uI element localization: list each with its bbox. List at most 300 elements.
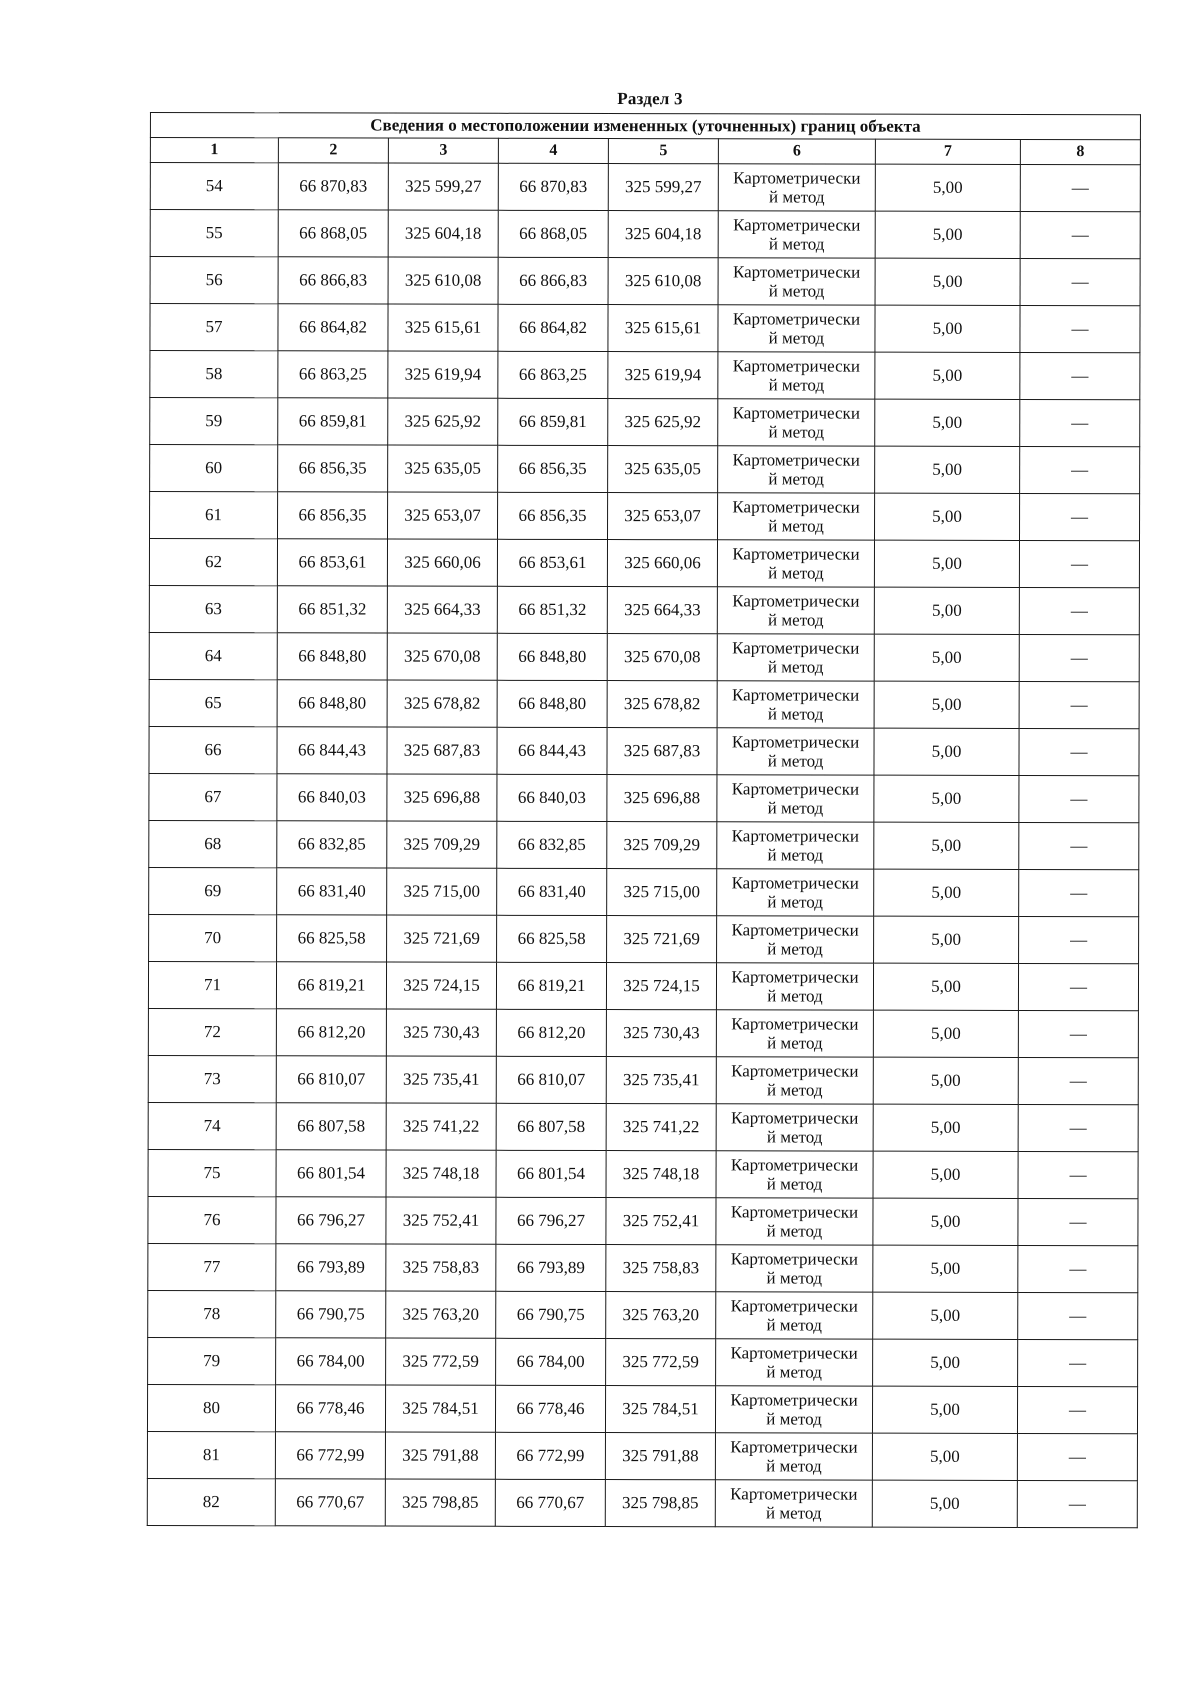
refined-x-cell: 66 796,27 [496,1197,606,1244]
point-number-cell: 82 [147,1478,275,1525]
accuracy-cell: 5,00 [874,822,1019,869]
method-text-line-2: й метод [766,1268,823,1288]
method-cell [717,634,874,681]
table-row [150,492,1140,541]
method-text-line-2: й метод [766,1362,822,1382]
method-text-line-1: Картометрически [732,356,861,376]
method-cell [717,775,874,822]
method-text-line-1: Картометрически [731,779,860,799]
refined-x-cell: 66 778,46 [495,1385,605,1432]
point-number-cell: 59 [150,398,278,445]
table-row [148,1008,1138,1057]
existing-y-cell: 325 730,43 [386,1009,496,1056]
existing-y-cell: 325 653,07 [388,492,498,539]
accuracy-cell: 5,00 [874,775,1019,822]
column-number-row [150,138,1140,165]
existing-x-cell: 66 840,03 [277,774,387,821]
description-cell: — [1020,164,1140,211]
refined-y-cell: 325 625,92 [608,399,718,446]
refined-y-cell: 325 721,69 [607,916,717,963]
method-text-line-2: й метод [767,892,823,912]
description-cell: — [1017,1480,1137,1527]
refined-y-cell: 325 678,82 [607,681,717,728]
method-text-line-2: й метод [766,1456,822,1476]
refined-x-cell: 66 848,80 [497,680,607,727]
accuracy-cell: 5,00 [874,540,1019,587]
table-row [149,679,1139,728]
method-text-line-2: й метод [768,328,825,348]
accuracy-cell: 5,00 [874,916,1019,963]
table-row [150,445,1140,494]
table-row [149,820,1139,869]
method-text-line-2: й метод [766,1127,823,1147]
method-text-line-1: Картометрически [730,1484,858,1504]
method-text-line-1: Картометрически [730,1249,859,1269]
method-cell [716,1198,873,1245]
description-cell: — [1019,775,1139,822]
method-text-line-1: Картометрически [732,638,860,658]
existing-y-cell: 325 791,88 [385,1432,495,1479]
accuracy-cell: 5,00 [872,1433,1017,1480]
method-cell [716,1292,873,1339]
table-row [148,1196,1138,1245]
point-number-cell: 57 [150,304,278,351]
refined-x-cell: 66 840,03 [497,774,607,821]
refined-x-cell: 66 832,85 [497,821,607,868]
description-cell: — [1018,1104,1138,1151]
method-text-line-2: й метод [768,375,825,395]
accuracy-cell: 5,00 [874,869,1019,916]
refined-y-cell: 325 599,27 [608,164,718,211]
accuracy-cell: 5,00 [875,305,1020,352]
method-text-line-1: Картометрически [732,591,860,611]
refined-y-cell: 325 635,05 [608,446,718,493]
table-row [149,539,1139,588]
accuracy-cell: 5,00 [873,963,1018,1010]
existing-x-cell: 66 856,35 [278,445,388,492]
method-text-line-1: Картометрически [732,450,860,470]
refined-y-cell: 325 709,29 [607,822,717,869]
method-cell [717,681,874,728]
point-number-cell: 55 [150,210,278,257]
refined-x-cell: 66 844,43 [497,727,607,774]
existing-x-cell: 66 801,54 [276,1150,386,1197]
table-row [149,632,1139,681]
description-cell: — [1019,634,1139,681]
method-text-line-2: й метод [766,1221,823,1241]
point-number-cell: 78 [148,1290,276,1337]
refined-x-cell: 66 859,81 [498,398,608,445]
table-caption: Сведения о местоположении измененных (уточненных) границ объекта [150,113,1140,140]
description-cell: — [1020,446,1140,493]
table-row [149,585,1139,634]
method-cell [716,1339,873,1386]
refined-x-cell: 66 856,35 [498,445,608,492]
accuracy-cell: 5,00 [872,1480,1017,1527]
column-number: 6 [718,139,875,164]
table-row [149,773,1139,822]
existing-y-cell: 325 758,83 [386,1244,496,1291]
method-text-line-1: Картометрически [731,1108,859,1128]
method-cell [715,1480,872,1527]
method-cell [716,1245,873,1292]
table-row [147,1431,1137,1480]
description-cell: — [1018,1339,1138,1386]
existing-x-cell: 66 825,58 [277,915,387,962]
section-title: Раздел 3 [617,89,683,109]
table-row [150,257,1140,306]
refined-x-cell: 66 801,54 [496,1150,606,1197]
table-row [148,1149,1138,1198]
existing-y-cell: 325 696,88 [387,774,497,821]
method-cell [717,728,874,775]
refined-x-cell: 66 807,58 [496,1103,606,1150]
refined-x-cell: 66 856,35 [498,492,608,539]
table-row [150,163,1140,212]
refined-x-cell: 66 810,07 [496,1056,606,1103]
method-text-line-1: Картометрически [730,1343,858,1363]
existing-y-cell: 325 678,82 [387,680,497,727]
refined-y-cell: 325 735,41 [606,1057,716,1104]
refined-y-cell: 325 791,88 [605,1433,715,1480]
accuracy-cell: 5,00 [874,634,1019,681]
description-cell: — [1018,1151,1138,1198]
refined-y-cell: 325 610,08 [608,258,718,305]
method-text-line-1: Картометрически [731,873,859,893]
existing-x-cell: 66 796,27 [276,1197,386,1244]
refined-x-cell: 66 868,05 [498,210,608,257]
table-row [148,961,1138,1010]
method-text-line-2: й метод [766,1409,822,1429]
refined-x-cell: 66 870,83 [498,163,608,210]
accuracy-cell: 5,00 [874,587,1019,634]
existing-x-cell: 66 864,82 [278,304,388,351]
accuracy-cell: 5,00 [873,1198,1018,1245]
table-row [148,1290,1138,1339]
method-text-line-2: й метод [767,986,823,1006]
existing-x-cell: 66 859,81 [278,398,388,445]
existing-x-cell: 66 770,67 [275,1479,385,1526]
refined-x-cell: 66 848,80 [497,633,607,680]
table-row [148,1102,1138,1151]
description-cell: — [1020,258,1140,305]
existing-y-cell: 325 748,18 [386,1150,496,1197]
refined-x-cell: 66 772,99 [495,1432,605,1479]
point-number-cell: 54 [150,163,278,210]
point-number-cell: 61 [150,492,278,539]
point-number-cell: 65 [149,679,277,726]
description-cell: — [1020,352,1140,399]
existing-x-cell: 66 844,43 [277,727,387,774]
refined-y-cell: 325 798,85 [605,1480,715,1527]
method-text-line-1: Картометрически [732,262,861,282]
existing-y-cell: 325 635,05 [388,445,498,492]
method-text-line-2: й метод [767,798,824,818]
point-number-cell: 64 [149,632,277,679]
table-row [150,304,1140,353]
method-cell [716,1104,873,1151]
method-text-line-1: Картометрически [732,403,860,423]
column-number: 5 [608,139,718,164]
refined-y-cell: 325 752,41 [606,1198,716,1245]
point-number-cell: 63 [149,585,277,632]
method-cell [716,1057,873,1104]
description-cell: — [1019,869,1139,916]
description-cell: — [1017,1433,1137,1480]
existing-y-cell: 325 709,29 [387,821,497,868]
method-text-line-2: й метод [766,1315,822,1335]
accuracy-cell: 5,00 [875,164,1020,211]
description-cell: — [1019,540,1139,587]
point-number-cell: 68 [149,820,277,867]
table-row [149,867,1139,916]
refined-y-cell: 325 730,43 [606,1010,716,1057]
existing-y-cell: 325 735,41 [386,1056,496,1103]
method-text-line-1: Картометрически [731,685,860,705]
method-text-line-2: й метод [767,751,824,771]
accuracy-cell: 5,00 [875,352,1020,399]
refined-x-cell: 66 851,32 [497,586,607,633]
description-cell: — [1017,1386,1137,1433]
method-text-line-2: й метод [767,657,824,677]
description-cell: — [1018,1198,1138,1245]
accuracy-cell: 5,00 [873,1010,1018,1057]
description-cell: — [1020,399,1140,446]
existing-y-cell: 325 752,41 [386,1197,496,1244]
point-number-cell: 58 [150,351,278,398]
method-cell [718,211,875,258]
refined-x-cell: 66 819,21 [496,962,606,1009]
refined-y-cell: 325 696,88 [607,775,717,822]
method-text-line-1: Картометрически [732,544,860,564]
table-row [147,1478,1137,1527]
existing-x-cell: 66 819,21 [276,962,386,1009]
refined-x-cell: 66 831,40 [497,868,607,915]
existing-x-cell: 66 866,83 [278,257,388,304]
method-cell [718,493,875,540]
existing-y-cell: 325 670,08 [387,633,497,680]
method-text-line-1: Картометрически [731,1014,859,1034]
existing-x-cell: 66 793,89 [276,1244,386,1291]
point-number-cell: 72 [148,1008,276,1055]
method-text-line-1: Картометрически [731,920,859,940]
existing-y-cell: 325 625,92 [388,398,498,445]
existing-y-cell: 325 741,22 [386,1103,496,1150]
table-row [150,398,1140,447]
description-cell: — [1019,822,1139,869]
accuracy-cell: 5,00 [872,1386,1017,1433]
point-number-cell: 67 [149,773,277,820]
method-cell [716,1151,873,1198]
existing-x-cell: 66 784,00 [276,1338,386,1385]
accuracy-cell: 5,00 [873,1104,1018,1151]
existing-x-cell: 66 812,20 [276,1009,386,1056]
existing-y-cell: 325 664,33 [387,586,497,633]
method-cell [717,869,874,916]
description-cell: — [1019,587,1139,634]
description-cell: — [1019,916,1139,963]
column-number: 7 [875,139,1020,164]
refined-x-cell: 66 790,75 [496,1291,606,1338]
method-cell [718,399,875,446]
description-cell: — [1018,1292,1138,1339]
table-row [148,1337,1138,1386]
accuracy-cell: 5,00 [875,446,1020,493]
refined-y-cell: 325 670,08 [607,634,717,681]
table-row [149,914,1139,963]
point-number-cell: 81 [147,1431,275,1478]
method-text-line-2: й метод [768,422,825,442]
refined-x-cell: 66 866,83 [498,257,608,304]
refined-y-cell: 325 763,20 [606,1292,716,1339]
refined-y-cell: 325 604,18 [608,211,718,258]
table-row [150,210,1140,259]
method-text-line-2: й метод [767,939,823,959]
point-number-cell: 80 [147,1384,275,1431]
existing-y-cell: 325 772,59 [386,1338,496,1385]
point-number-cell: 56 [150,257,278,304]
method-cell [717,916,874,963]
existing-y-cell: 325 687,83 [387,727,497,774]
point-number-cell: 73 [148,1055,276,1102]
accuracy-cell: 5,00 [873,1057,1018,1104]
point-number-cell: 77 [148,1243,276,1290]
method-text-line-2: й метод [766,1080,823,1100]
existing-x-cell: 66 848,80 [277,633,387,680]
table-row [150,351,1140,400]
method-text-line-2: й метод [768,516,824,536]
column-number: 2 [278,138,388,163]
description-cell: — [1018,1245,1138,1292]
method-cell [715,1433,872,1480]
existing-y-cell: 325 610,08 [388,257,498,304]
existing-x-cell: 66 870,83 [278,163,388,210]
method-text-line-2: й метод [767,1033,823,1053]
point-number-cell: 69 [149,867,277,914]
method-text-line-1: Картометрически [730,1390,858,1410]
method-cell [716,963,873,1010]
refined-y-cell: 325 615,61 [608,305,718,352]
refined-y-cell: 325 772,59 [606,1339,716,1386]
method-text-line-2: й метод [767,704,824,724]
existing-y-cell: 325 798,85 [385,1479,495,1526]
accuracy-cell: 5,00 [875,258,1020,305]
method-text-line-2: й метод [766,1174,823,1194]
table-row [148,1243,1138,1292]
accuracy-cell: 5,00 [874,681,1019,728]
refined-x-cell: 66 770,67 [495,1479,605,1526]
refined-y-cell: 325 715,00 [607,869,717,916]
refined-x-cell: 66 864,82 [498,304,608,351]
method-cell [715,1386,872,1433]
method-text-line-1: Картометрически [733,168,861,188]
method-text-line-2: й метод [768,234,825,254]
refined-y-cell: 325 619,94 [608,352,718,399]
method-text-line-1: Картометрически [730,1296,858,1316]
method-text-line-2: й метод [768,187,825,207]
table-row [147,1384,1137,1433]
description-cell: — [1018,1057,1138,1104]
method-cell [716,1010,873,1057]
method-cell [718,352,875,399]
column-number: 3 [388,138,498,163]
refined-y-cell: 325 758,83 [606,1245,716,1292]
description-cell: — [1019,728,1139,775]
point-number-cell: 75 [148,1149,276,1196]
point-number-cell: 79 [148,1337,276,1384]
existing-y-cell: 325 660,06 [387,539,497,586]
accuracy-cell: 5,00 [875,211,1020,258]
point-number-cell: 74 [148,1102,276,1149]
method-text-line-2: й метод [767,845,824,865]
method-text-line-2: й метод [768,281,825,301]
existing-x-cell: 66 851,32 [277,586,387,633]
existing-y-cell: 325 604,18 [388,210,498,257]
existing-x-cell: 66 810,07 [276,1056,386,1103]
refined-y-cell: 325 687,83 [607,728,717,775]
accuracy-cell: 5,00 [873,1151,1018,1198]
method-cell [717,587,874,634]
table-row [148,1055,1138,1104]
point-number-cell: 60 [150,445,278,492]
description-cell: — [1020,305,1140,352]
method-text-line-1: Картометрически [732,309,861,329]
method-text-line-2: й метод [766,1503,822,1523]
column-number: 1 [150,138,278,163]
refined-x-cell: 66 853,61 [497,539,607,586]
method-text-line-2: й метод [768,610,824,630]
method-text-line-1: Картометрически [731,826,859,846]
method-text-line-1: Картометрически [730,1155,859,1175]
method-cell [717,822,874,869]
existing-x-cell: 66 853,61 [277,539,387,586]
column-number: 4 [498,138,608,163]
accuracy-cell: 5,00 [875,493,1020,540]
description-cell: — [1018,1010,1138,1057]
existing-x-cell: 66 807,58 [276,1103,386,1150]
method-text-line-2: й метод [768,469,824,489]
refined-x-cell: 66 812,20 [496,1009,606,1056]
existing-x-cell: 66 848,80 [277,680,387,727]
column-number: 8 [1020,139,1140,164]
refined-x-cell: 66 863,25 [498,351,608,398]
existing-x-cell: 66 856,35 [278,492,388,539]
table-body [147,163,1140,1528]
existing-x-cell: 66 778,46 [275,1385,385,1432]
point-number-cell: 76 [148,1196,276,1243]
existing-y-cell: 325 721,69 [387,915,497,962]
method-text-line-1: Картометрически [732,497,860,517]
accuracy-cell: 5,00 [873,1339,1018,1386]
description-cell: — [1020,493,1140,540]
existing-y-cell: 325 615,61 [388,304,498,351]
table-row [149,726,1139,775]
method-text-line-1: Картометрически [731,1061,859,1081]
existing-x-cell: 66 831,40 [277,868,387,915]
coordinates-table [147,112,1141,1528]
refined-y-cell: 325 748,18 [606,1151,716,1198]
existing-y-cell: 325 784,51 [385,1385,495,1432]
existing-x-cell: 66 868,05 [278,210,388,257]
method-cell [718,305,875,352]
refined-y-cell: 325 664,33 [607,587,717,634]
accuracy-cell: 5,00 [874,728,1019,775]
method-text-line-1: Картометрически [730,1437,858,1457]
point-number-cell: 62 [149,539,277,586]
refined-x-cell: 66 784,00 [496,1338,606,1385]
refined-y-cell: 325 660,06 [607,540,717,587]
existing-x-cell: 66 863,25 [278,351,388,398]
